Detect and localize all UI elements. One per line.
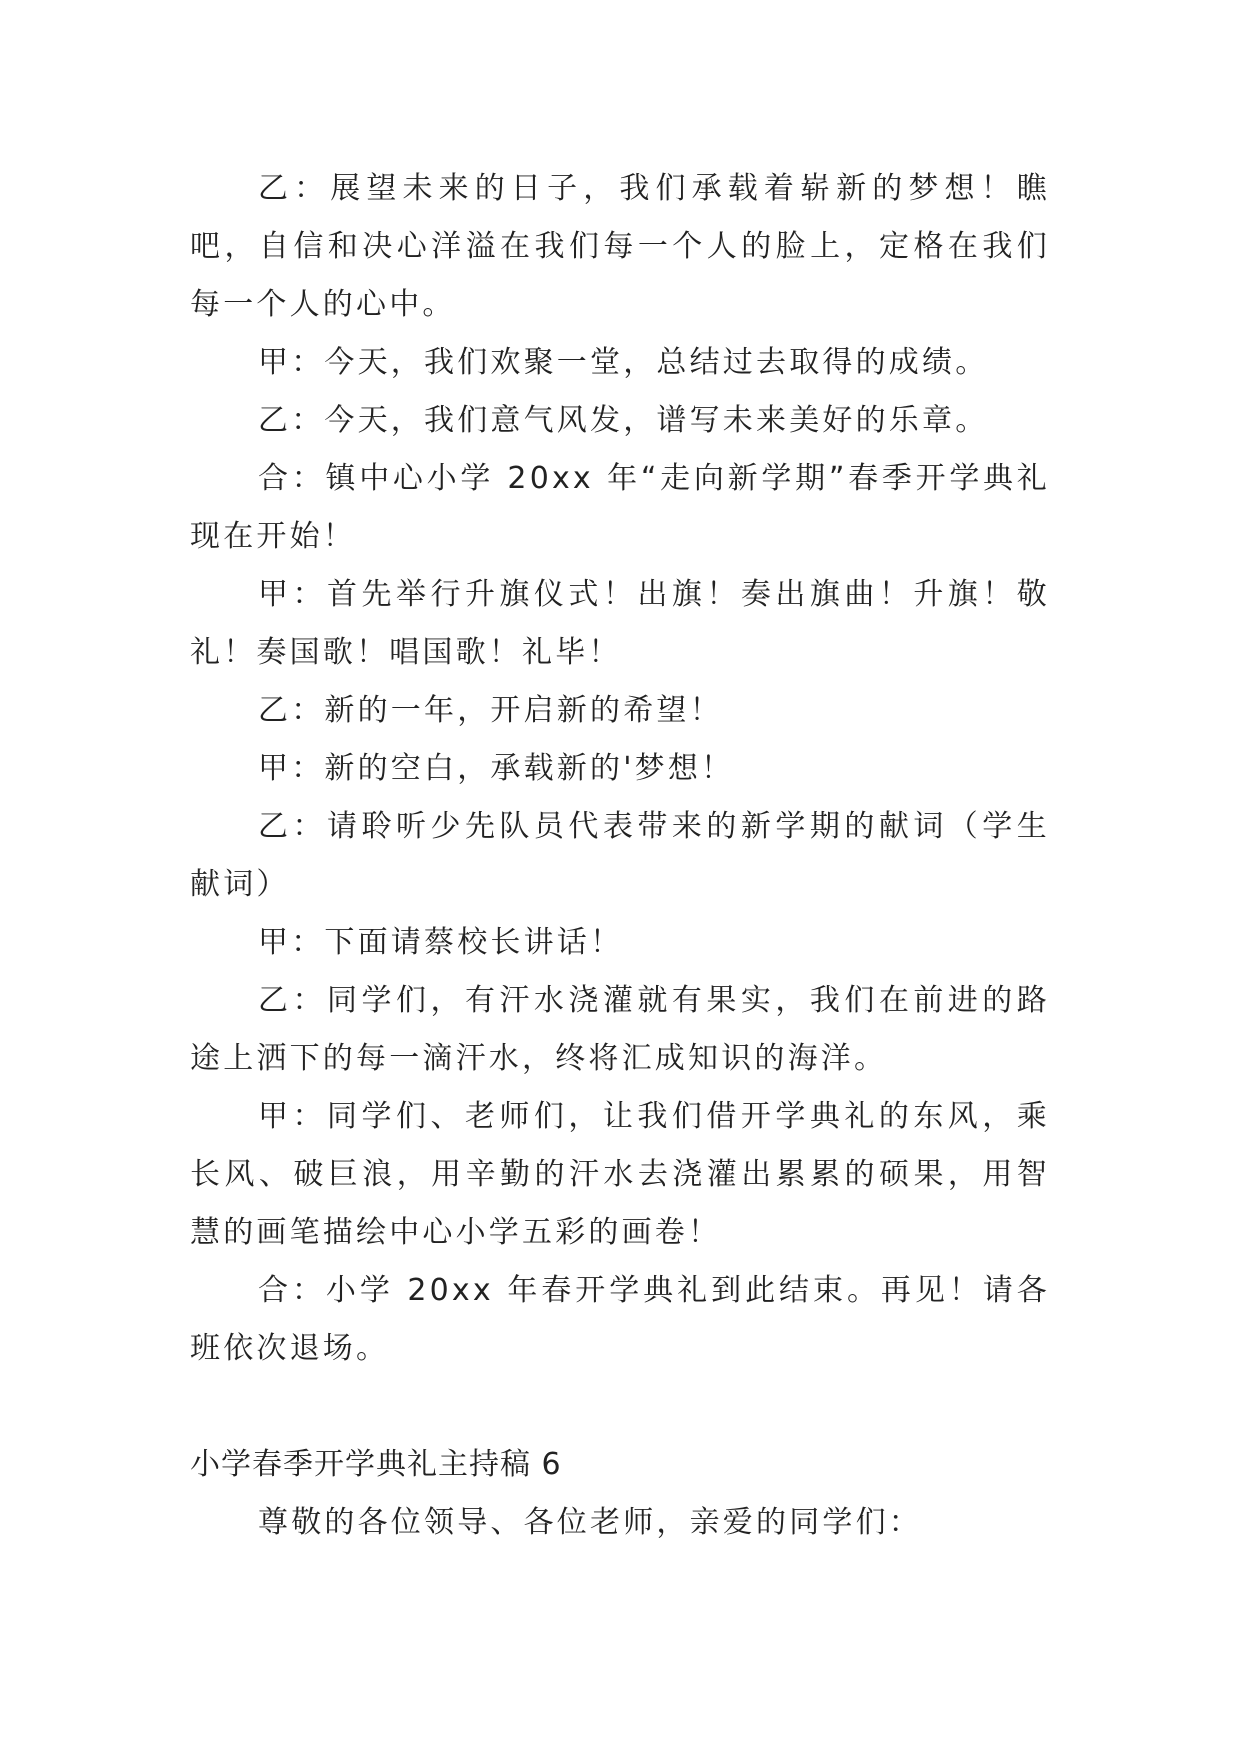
paragraph: 甲：同学们、老师们，让我们借开学典礼的东风，乘长风、破巨浪，用辛勤的汗水去浇灌出累累的硕果，用智慧的画笔描绘中心小学五彩的画卷！	[190, 1099, 1050, 1250]
paragraph: 甲：首先举行升旗仪式！出旗！奏出旗曲！升旗！敬礼！奏国歌！唱国歌！礼毕！	[190, 577, 1050, 670]
paragraph: 甲：今天，我们欢聚一堂，总结过去取得的成绩。	[258, 345, 989, 380]
section-title: 小学春季开学典礼主持稿 6	[190, 1447, 562, 1482]
paragraph: 乙：今天，我们意气风发，谱写未来美好的乐章。	[258, 403, 989, 438]
paragraph: 乙：新的一年，开启新的希望！	[258, 693, 723, 728]
document-page	[190, 160, 1050, 1552]
paragraph: 乙：展望未来的日子，我们承载着崭新的梦想！瞧吧，自信和决心洋溢在我们每一个人的脸上，定格在我们每一个人的心中。	[190, 171, 1050, 322]
paragraph: 甲：新的空白，承载新的'梦想！	[258, 751, 735, 786]
paragraph: 乙：请聆听少先队员代表带来的新学期的献词（学生献词）	[190, 809, 1050, 902]
paragraph: 甲：下面请蔡校长讲话！	[258, 925, 624, 960]
greeting-paragraph: 尊敬的各位领导、各位老师，亲爱的同学们：	[258, 1505, 922, 1540]
paragraph: 合：小学 20xx 年春开学典礼到此结束。再见！请各班依次退场。	[190, 1273, 1050, 1366]
paragraph: 合：镇中心小学 20xx 年“走向新学期”春季开学典礼现在开始！	[190, 461, 1050, 554]
paragraph: 乙：同学们，有汗水浇灌就有果实，我们在前进的路途上洒下的每一滴汗水，终将汇成知识的海洋。	[190, 983, 1050, 1076]
